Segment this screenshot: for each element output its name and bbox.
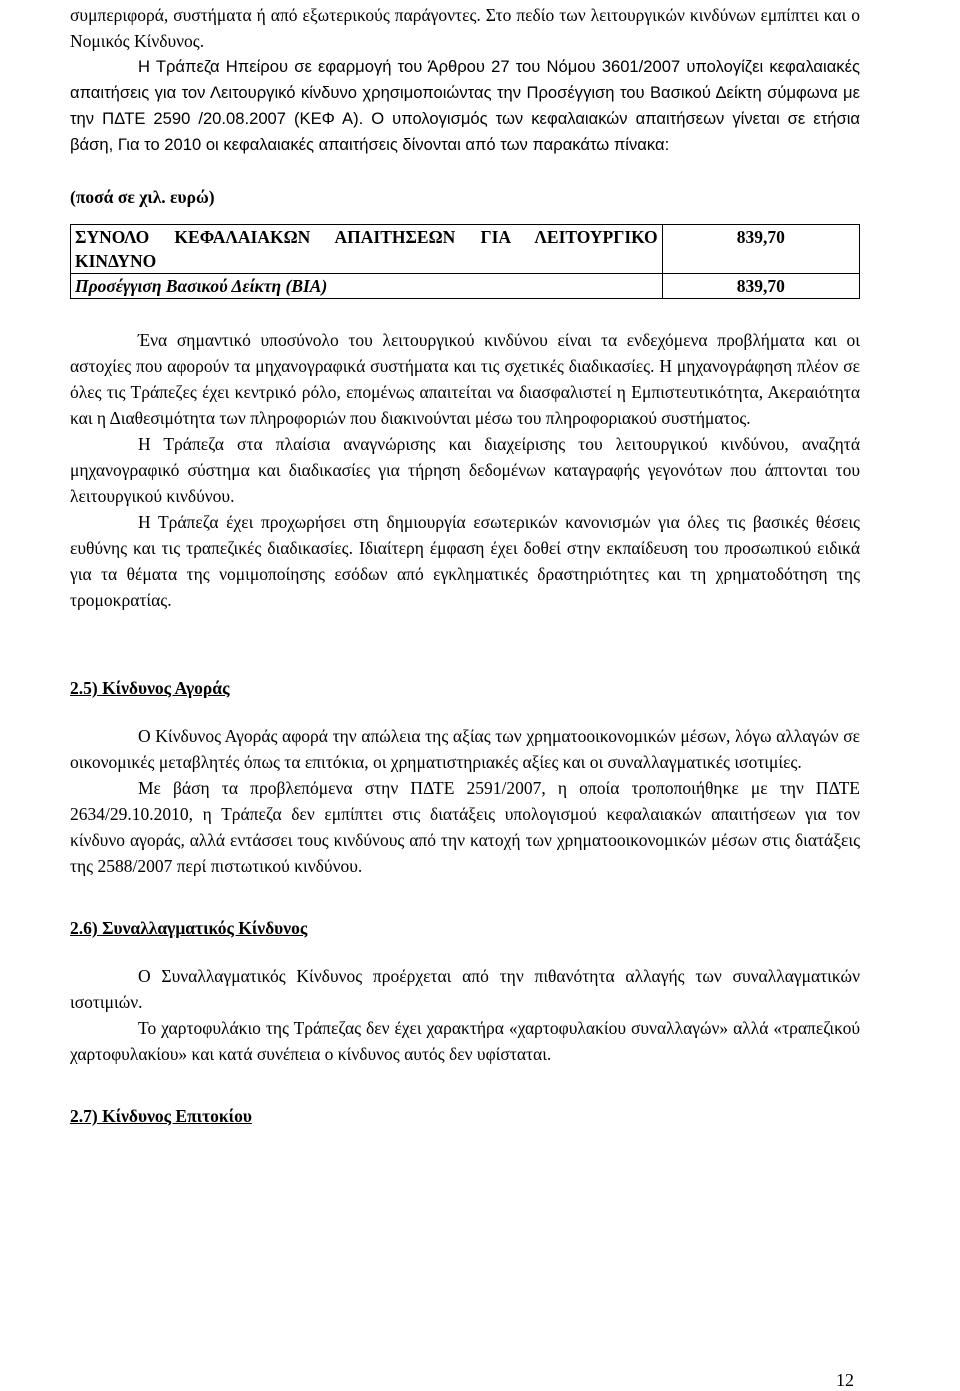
- capital-requirements-table: [70, 224, 860, 299]
- table-cell-label-text: Προσέγγιση Βασικού Δείκτη (ΒΙΑ): [75, 276, 328, 296]
- fx-risk-paragraph-2: Το χαρτοφυλάκιο της Τράπεζας δεν έχει χαρακτήρα «χαρτοφυλακίου συναλλαγών» αλλά «τραπεζικού χαρτοφυλακίου» και κατά συνέπεια ο κίνδυνος αυτός δεν υφίσταται.: [70, 1018, 860, 1064]
- intro-paragraph-2: Η Τράπεζα Ηπείρου σε εφαρμογή του Άρθρου 27 του Νόμου 3601/2007 υπολογίζει κεφαλαιακές απαιτήσεις για τον Λειτουργικό κίνδυνο χρησιμοποιώντας την Προσέγγιση του Βασικού Δείκτη σύμφωνα με την ΠΔΤΕ 2590 /20.08.2007 (ΚΕΦ Α). Ο υπολογισμός των κεφαλαιακών απαιτήσεων γίνεται σε ετήσια βάση, Για το 2010 οι κεφαλαιακές απαιτήσεις δίνονται από των παρακάτω πίνακα:: [70, 57, 860, 154]
- document-page: [70, 2, 860, 1129]
- table-row: [71, 225, 860, 274]
- table-unit-label: (ποσά σε χιλ. ευρώ): [70, 187, 215, 207]
- page-number: 12: [836, 1370, 854, 1390]
- operational-paragraph-1: Ένα σημαντικό υποσύνολο του λειτουργικού κινδύνου είναι τα ενδεχόμενα προβλήματα και οι αστοχίες που αφορούν τα μηχανογραφικά συστήματα και τις σχετικές διαδικασίες. Η μηχανογράφηση πλέον σε όλες τις Τράπεζες έχει κεντρικό ρόλο, επομένως απαιτείται να διασφαλιστεί η Εμπιστευτικότητα, Ακεραιότητα και η Διαθεσιμότητα των πληροφοριών που διακινούνται μέσω του πληροφοριακού συστήματος.: [70, 330, 860, 428]
- operational-paragraph-3: Η Τράπεζα έχει προχωρήσει στη δημιουργία εσωτερικών κανονισμών για όλες τις βασικές θέσεις ευθύνης και τις τραπεζικές διαδικασίες. Ιδιαίτερη έμφαση έχει δοθεί στην εκπαίδευση του προσωπικού ειδικά για τα θέματα της νομιμοποίησης εσόδων από εγκληματικές δραστηριότητες και τη χρηματοδότηση της τρομοκρατίας.: [70, 512, 860, 610]
- section-heading-fx-risk: 2.6) Συναλλαγματικός Κίνδυνος: [70, 918, 308, 938]
- table-cell-value: 839,70: [662, 225, 859, 274]
- table-row: [71, 274, 860, 299]
- section-heading-interest-risk-text: 2.7) Κίνδυνος Επιτοκίου: [70, 1106, 252, 1126]
- market-risk-paragraph-1: Ο Κίνδυνος Αγοράς αφορά την απώλεια της αξίας των χρηματοοικονομικών μέσων, λόγω αλλαγών σε οικονομικές μεταβλητές όπως τα επιτόκια, οι χρηματιστηριακές αξίες και οι συναλλαγματικές ισοτιμίες.: [70, 726, 860, 772]
- table-cell-label: ΣΥΝΟΛΟ ΚΕΦΑΛΑΙΑΚΩΝ ΑΠΑΙΤΗΣΕΩΝ ΓΙΑ ΛΕΙΤΟΥΡΓΙΚΟ ΚΙΝΔΥΝΟ: [71, 225, 663, 274]
- fx-risk-paragraph-1: Ο Συναλλαγματικός Κίνδυνος προέρχεται από την πιθανότητα αλλαγής των συναλλαγματικών ισοτιμιών.: [70, 966, 860, 1012]
- table-cell-value: 839,70: [662, 274, 859, 299]
- section-heading-interest-risk: [70, 1103, 860, 1129]
- operational-paragraph-2: Η Τράπεζα στα πλαίσια αναγνώρισης και διαχείρισης του λειτουργικού κινδύνου, αναζητά μηχανογραφικό σύστημα και διαδικασίες για τήρηση δεδομένων καταγραφής γεγονότων που άπτονται του λειτουργικού κινδύνου.: [70, 434, 860, 506]
- table-cell-label: [71, 274, 663, 299]
- market-risk-paragraph-2: Με βάση τα προβλεπόμενα στην ΠΔΤΕ 2591/2007, η οποία τροποποιήθηκε με την ΠΔΤΕ 2634/29.10.2010, η Τράπεζα δεν εμπίπτει στις διατάξεις υπολογισμού κεφαλαιακών απαιτήσεων για τον κίνδυνο αγοράς, αλλά εντάσσει τους κινδύνους από την κατοχή των χρηματοοικονομικών μέσων στις διατάξεις της 2588/2007 περί πιστωτικού κινδύνου.: [70, 778, 860, 876]
- section-heading-market-risk: 2.5) Κίνδυνος Αγοράς: [70, 678, 230, 698]
- intro-paragraph-1: συμπεριφορά, συστήματα ή από εξωτερικούς παράγοντες. Στο πεδίο των λειτουργικών κινδύνων εμπίπτει και ο Νομικός Κίνδυνος.: [70, 5, 860, 51]
